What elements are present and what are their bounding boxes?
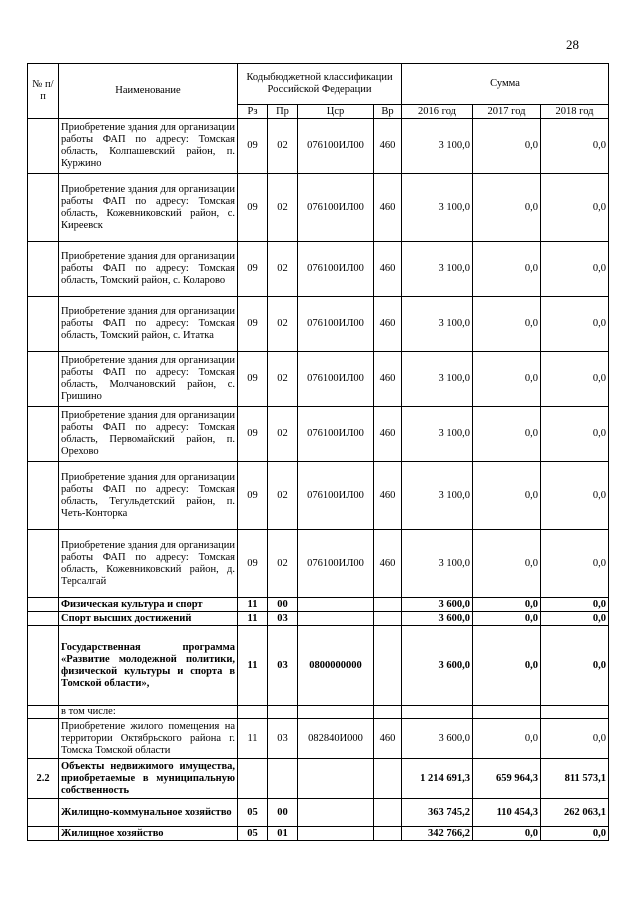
cell-vr <box>374 799 402 827</box>
cell-y2017: 0,0 <box>473 352 541 407</box>
cell-rz: 11 <box>238 626 268 706</box>
cell-y2016: 3 100,0 <box>402 174 473 242</box>
cell-rz: 11 <box>238 612 268 626</box>
cell-name: Приобретение здания для организации работы ФАП по адресу: Томская область, Томский район, с. Итатка <box>59 297 238 352</box>
cell-y2016: 3 100,0 <box>402 407 473 462</box>
header-name: Наименование <box>59 64 238 119</box>
cell-name: Государственная программа «Развитие молодежной политики, физической культуры и спорта в Томской области», <box>59 626 238 706</box>
cell-y2018: 0,0 <box>541 719 609 759</box>
cell-rz: 09 <box>238 297 268 352</box>
cell-rz: 09 <box>238 352 268 407</box>
cell-y2016: 3 100,0 <box>402 242 473 297</box>
cell-vr <box>374 706 402 719</box>
cell-pr <box>268 706 298 719</box>
cell-num <box>28 119 59 174</box>
cell-name: Жилищное хозяйство <box>59 827 238 841</box>
cell-y2016 <box>402 706 473 719</box>
cell-pr: 03 <box>268 626 298 706</box>
cell-csr: 076100ИЛ00 <box>298 407 374 462</box>
cell-y2016: 3 100,0 <box>402 119 473 174</box>
cell-num <box>28 719 59 759</box>
cell-y2016: 3 600,0 <box>402 719 473 759</box>
cell-vr <box>374 827 402 841</box>
cell-vr: 460 <box>374 119 402 174</box>
cell-y2018 <box>541 706 609 719</box>
cell-num <box>28 827 59 841</box>
cell-y2017: 110 454,3 <box>473 799 541 827</box>
table-row <box>28 242 609 297</box>
cell-name: Приобретение здания для организации работы ФАП по адресу: Томская область, Кожевниковский район, с. Киреевск <box>59 174 238 242</box>
cell-num <box>28 462 59 530</box>
table-row <box>28 706 609 719</box>
cell-num <box>28 407 59 462</box>
cell-name: Приобретение здания для организации работы ФАП по адресу: Томская область, Колпашевский район, п. Куржино <box>59 119 238 174</box>
cell-csr <box>298 612 374 626</box>
cell-rz: 11 <box>238 598 268 612</box>
cell-y2016: 3 100,0 <box>402 530 473 598</box>
header-rz: Рз <box>238 105 268 119</box>
header-sum: Сумма <box>402 64 609 105</box>
cell-vr: 460 <box>374 352 402 407</box>
cell-pr: 03 <box>268 612 298 626</box>
cell-num: 2.2 <box>28 759 59 799</box>
table-row <box>28 462 609 530</box>
header-2017: 2017 год <box>473 105 541 119</box>
cell-name: Приобретение здания для организации работы ФАП по адресу: Томская область, Тегульдетский район, п. Четь-Конторка <box>59 462 238 530</box>
cell-rz: 05 <box>238 827 268 841</box>
cell-y2018: 0,0 <box>541 174 609 242</box>
cell-csr <box>298 827 374 841</box>
cell-y2018: 811 573,1 <box>541 759 609 799</box>
cell-y2017: 0,0 <box>473 827 541 841</box>
cell-csr: 076100ИЛ00 <box>298 242 374 297</box>
cell-rz: 09 <box>238 119 268 174</box>
cell-name: в том числе: <box>59 706 238 719</box>
table-row <box>28 352 609 407</box>
cell-name: Приобретение здания для организации работы ФАП по адресу: Томская область, Первомайский район, п. Орехово <box>59 407 238 462</box>
cell-y2016: 3 600,0 <box>402 612 473 626</box>
cell-y2016: 3 600,0 <box>402 598 473 612</box>
cell-vr: 460 <box>374 242 402 297</box>
header-csr: Цср <box>298 105 374 119</box>
cell-csr <box>298 799 374 827</box>
table-row <box>28 407 609 462</box>
cell-vr <box>374 759 402 799</box>
cell-y2017: 0,0 <box>473 242 541 297</box>
cell-vr <box>374 626 402 706</box>
cell-vr: 460 <box>374 407 402 462</box>
table-row <box>28 612 609 626</box>
table-row <box>28 598 609 612</box>
cell-y2018: 0,0 <box>541 462 609 530</box>
header-2018: 2018 год <box>541 105 609 119</box>
cell-num <box>28 242 59 297</box>
cell-y2017: 0,0 <box>473 719 541 759</box>
header-2016: 2016 год <box>402 105 473 119</box>
cell-y2016: 3 100,0 <box>402 462 473 530</box>
cell-y2018: 0,0 <box>541 827 609 841</box>
table-row <box>28 719 609 759</box>
table-row <box>28 174 609 242</box>
cell-num <box>28 530 59 598</box>
cell-y2017: 0,0 <box>473 462 541 530</box>
cell-csr <box>298 706 374 719</box>
cell-y2017 <box>473 706 541 719</box>
cell-pr: 02 <box>268 174 298 242</box>
table-row <box>28 626 609 706</box>
cell-rz: 09 <box>238 174 268 242</box>
cell-name: Спорт высших достижений <box>59 612 238 626</box>
cell-num <box>28 297 59 352</box>
cell-y2016: 3 100,0 <box>402 352 473 407</box>
cell-y2017: 659 964,3 <box>473 759 541 799</box>
cell-pr: 00 <box>268 598 298 612</box>
cell-pr: 02 <box>268 119 298 174</box>
cell-csr: 082840И000 <box>298 719 374 759</box>
cell-vr: 460 <box>374 174 402 242</box>
cell-y2018: 0,0 <box>541 598 609 612</box>
cell-pr: 02 <box>268 297 298 352</box>
cell-pr: 02 <box>268 352 298 407</box>
header-codes: Кодыбюджетной классификации Российской Федерации <box>238 64 402 105</box>
cell-y2017: 0,0 <box>473 297 541 352</box>
table-row <box>28 827 609 841</box>
cell-y2017: 0,0 <box>473 407 541 462</box>
budget-table <box>27 63 609 841</box>
cell-y2017: 0,0 <box>473 119 541 174</box>
cell-y2018: 262 063,1 <box>541 799 609 827</box>
cell-y2018: 0,0 <box>541 352 609 407</box>
cell-y2018: 0,0 <box>541 407 609 462</box>
cell-name: Приобретение жилого помещения на территории Октябрьского района г. Томска Томской области <box>59 719 238 759</box>
cell-y2016: 1 214 691,3 <box>402 759 473 799</box>
cell-y2018: 0,0 <box>541 612 609 626</box>
cell-csr: 0800000000 <box>298 626 374 706</box>
cell-num <box>28 799 59 827</box>
cell-num <box>28 352 59 407</box>
cell-name: Физическая культура и спорт <box>59 598 238 612</box>
cell-name: Приобретение здания для организации работы ФАП по адресу: Томская область, Кожевниковский район, д. Терсалгай <box>59 530 238 598</box>
header-pr: Пр <box>268 105 298 119</box>
cell-rz: 11 <box>238 719 268 759</box>
cell-name: Приобретение здания для организации работы ФАП по адресу: Томская область, Томский район, с. Коларово <box>59 242 238 297</box>
cell-y2018: 0,0 <box>541 530 609 598</box>
cell-name: Объекты недвижимого имущества, приобретаемые в муниципальную собственность <box>59 759 238 799</box>
cell-pr: 00 <box>268 799 298 827</box>
cell-y2016: 3 600,0 <box>402 626 473 706</box>
cell-name: Приобретение здания для организации работы ФАП по адресу: Томская область, Молчановский район, с. Гришино <box>59 352 238 407</box>
cell-y2017: 0,0 <box>473 626 541 706</box>
header-num: № п/п <box>28 64 59 119</box>
cell-y2018: 0,0 <box>541 242 609 297</box>
cell-num <box>28 612 59 626</box>
cell-csr: 076100ИЛ00 <box>298 174 374 242</box>
cell-num <box>28 598 59 612</box>
cell-vr: 460 <box>374 530 402 598</box>
cell-vr: 460 <box>374 297 402 352</box>
cell-rz: 09 <box>238 242 268 297</box>
cell-pr: 02 <box>268 530 298 598</box>
cell-csr: 076100ИЛ00 <box>298 462 374 530</box>
cell-name: Жилищно-коммунальное хозяйство <box>59 799 238 827</box>
cell-vr <box>374 598 402 612</box>
cell-csr: 076100ИЛ00 <box>298 352 374 407</box>
cell-y2016: 363 745,2 <box>402 799 473 827</box>
table-body <box>28 119 609 841</box>
cell-csr: 076100ИЛ00 <box>298 530 374 598</box>
cell-rz: 05 <box>238 799 268 827</box>
cell-vr <box>374 612 402 626</box>
cell-y2017: 0,0 <box>473 612 541 626</box>
cell-pr: 02 <box>268 242 298 297</box>
table-row <box>28 759 609 799</box>
cell-csr: 076100ИЛ00 <box>298 119 374 174</box>
cell-csr <box>298 759 374 799</box>
cell-rz: 09 <box>238 407 268 462</box>
table-row <box>28 799 609 827</box>
cell-rz <box>238 706 268 719</box>
cell-y2016: 342 766,2 <box>402 827 473 841</box>
cell-num <box>28 626 59 706</box>
cell-csr: 076100ИЛ00 <box>298 297 374 352</box>
cell-vr: 460 <box>374 462 402 530</box>
cell-pr <box>268 759 298 799</box>
cell-rz: 09 <box>238 530 268 598</box>
cell-pr: 03 <box>268 719 298 759</box>
cell-rz <box>238 759 268 799</box>
table-row <box>28 297 609 352</box>
cell-csr <box>298 598 374 612</box>
cell-pr: 02 <box>268 462 298 530</box>
cell-y2018: 0,0 <box>541 626 609 706</box>
cell-pr: 02 <box>268 407 298 462</box>
cell-y2018: 0,0 <box>541 297 609 352</box>
cell-num <box>28 174 59 242</box>
cell-rz: 09 <box>238 462 268 530</box>
cell-y2017: 0,0 <box>473 530 541 598</box>
cell-vr: 460 <box>374 719 402 759</box>
cell-pr: 01 <box>268 827 298 841</box>
page-number: 28 <box>566 37 579 52</box>
cell-y2017: 0,0 <box>473 598 541 612</box>
cell-num <box>28 706 59 719</box>
table-row <box>28 119 609 174</box>
table-row <box>28 530 609 598</box>
cell-y2017: 0,0 <box>473 174 541 242</box>
cell-y2016: 3 100,0 <box>402 297 473 352</box>
cell-y2018: 0,0 <box>541 119 609 174</box>
header-vr: Вр <box>374 105 402 119</box>
